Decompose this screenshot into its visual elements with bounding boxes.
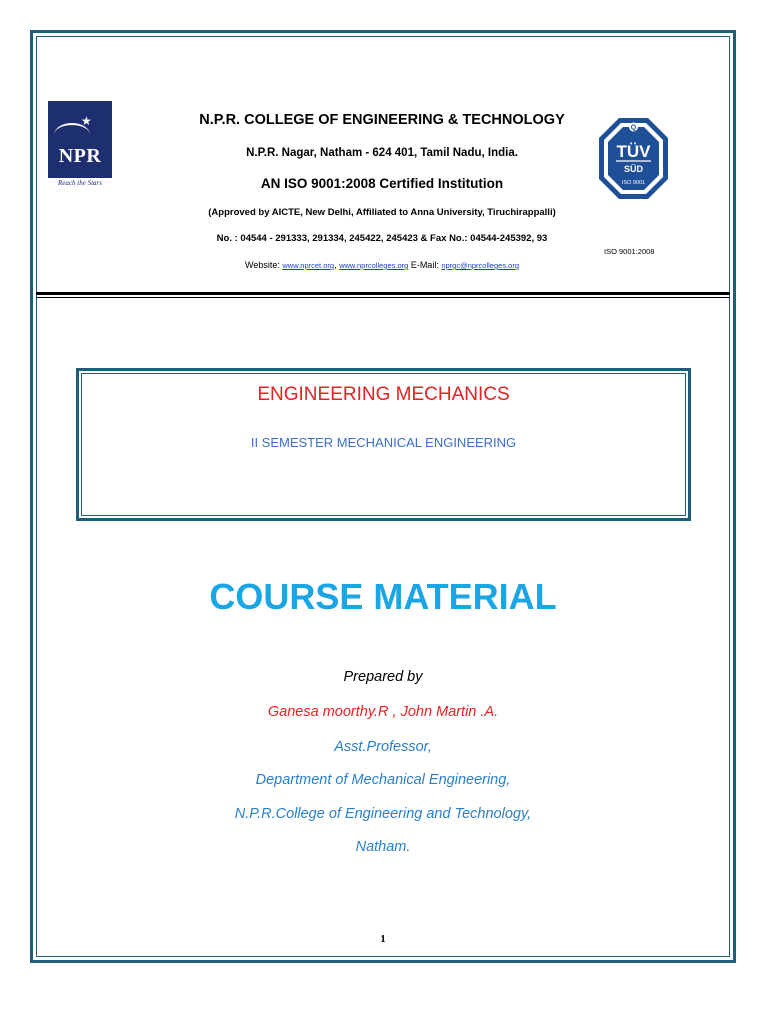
logo-tagline: Reach the Stars [48, 178, 112, 188]
logo-arc [54, 123, 90, 147]
course-title: COURSE MATERIAL [209, 576, 557, 617]
website-separator: , [334, 260, 337, 270]
page-number: 1 [380, 933, 386, 945]
npr-logo [48, 101, 112, 188]
header-divider-thick [36, 292, 730, 295]
author-city: Natham. [355, 839, 411, 855]
subject-subtitle: II SEMESTER MECHANICAL ENGINEERING [250, 435, 517, 450]
iso-certification: AN ISO 9001:2008 Certified Institution [260, 176, 504, 191]
author-names: Ganesa moorthy.R , John Martin .A. [267, 704, 499, 720]
web-contact-line [140, 260, 624, 270]
website-link-2[interactable]: www.nprcolleges.org [339, 261, 409, 270]
author-designation: Asst.Professor, [334, 739, 432, 755]
logo-mark: NPR [58, 145, 102, 167]
email-label: E-Mail: [410, 260, 439, 270]
college-name: N.P.R. COLLEGE OF ENGINEERING & TECHNOLOGY [199, 112, 565, 128]
prepared-by-label: Prepared by [343, 669, 423, 685]
author-department: Department of Mechanical Engineering, [255, 772, 511, 788]
badge-sud-text: SÜD [623, 164, 644, 174]
badge-tuv-text: TÜV [616, 142, 651, 161]
iso-caption: ISO 9001:2008 [604, 247, 655, 256]
author-college: N.P.R.College of Engineering and Technology, [234, 806, 532, 822]
approval-line: (Approved by AICTE, New Delhi, Affiliated to Anna University, Tiruchirappalli) [208, 207, 556, 218]
tuv-badge-icon [598, 117, 669, 200]
email-link[interactable]: nprgc@nprcolleges.org [441, 261, 519, 270]
subject-title: ENGINEERING MECHANICS [257, 384, 510, 405]
website-label: Website: [245, 260, 280, 270]
badge-footer-text: ISO 9001 [621, 180, 646, 186]
website-link-1[interactable]: www.nprcet.org [282, 261, 335, 270]
phone-line: No. : 04544 - 291333, 291334, 245422, 245423 & Fax No.: 04544-245392, 93 [216, 233, 548, 244]
star-icon: ★ [81, 114, 92, 128]
college-address: N.P.R. Nagar, Natham - 624 401, Tamil Nadu, India. [246, 147, 518, 159]
header-divider-thin [36, 297, 730, 298]
badge-top-letter: Q [630, 124, 637, 132]
